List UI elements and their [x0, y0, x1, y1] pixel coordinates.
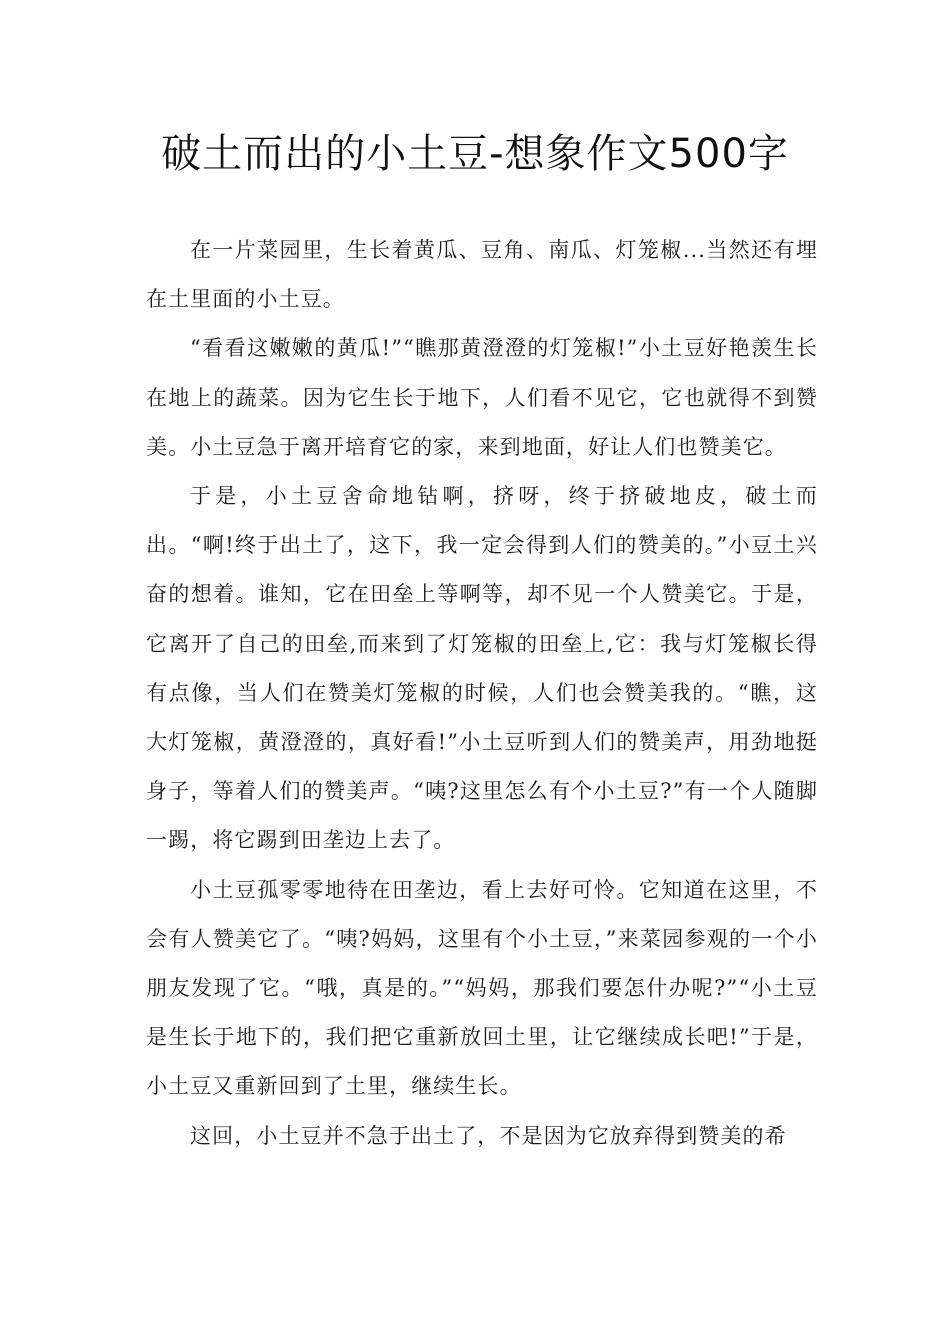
paragraph-3: 于是，小土豆舍命地钻啊，挤呀，终于挤破地皮，破土而出。“啊!终于出土了，这下，我一定会得到人们的赞美的。”小豆土兴奋的想着。谁知，它在田垒上等啊等，却不见一个人赞美它。于是，它离开了自己的田垒,而来到了灯笼椒的田垒上,它：我与灯笼椒长得有点像，当人们在赞美灯笼椒的时候，人们也会赞美我的。“瞧，这大灯笼椒，黄澄澄的，真好看!”小土豆听到人们的赞美声，用劲地挺身子，等着人们的赞美声。“咦?这里怎么有个小土豆?”有一个人随脚一踢，将它踢到田垄边上去了。: [146, 484, 818, 853]
paragraph-1: 在一片菜园里，生长着黄瓜、豆角、南瓜、灯笼椒...当然还有埋在土里面的小土豆。: [146, 238, 818, 312]
document-title: 破土而出的小土豆-想象作文500字: [161, 131, 789, 177]
paragraph-4: 小土豆孤零零地待在田垄边，看上去好可怜。它知道在这里，不会有人赞美它了。“咦?妈妈，这里有个小土豆，”来菜园参观的一个小朋友发现了它。“哦，真是的。”“妈妈，那我们要怎什办呢?”“小土豆是生长于地下的，我们把它重新放回土里，让它继续成长吧!”于是，小土豆又重新回到了土里，继续生长。: [146, 877, 818, 1099]
paragraph-5: 这回，小土豆并不急于出土了，不是因为它放弃得到赞美的希: [190, 1123, 787, 1148]
paragraph-2: “看看这嫩嫩的黄瓜!”“瞧那黄澄澄的灯笼椒!”小土豆好艳羡生长在地上的蔬菜。因为它生长于地下，人们看不见它，它也就得不到赞美。小土豆急于离开培育它的家，来到地面，好让人们也赞美它。: [146, 336, 818, 459]
document-body: [146, 226, 818, 1161]
